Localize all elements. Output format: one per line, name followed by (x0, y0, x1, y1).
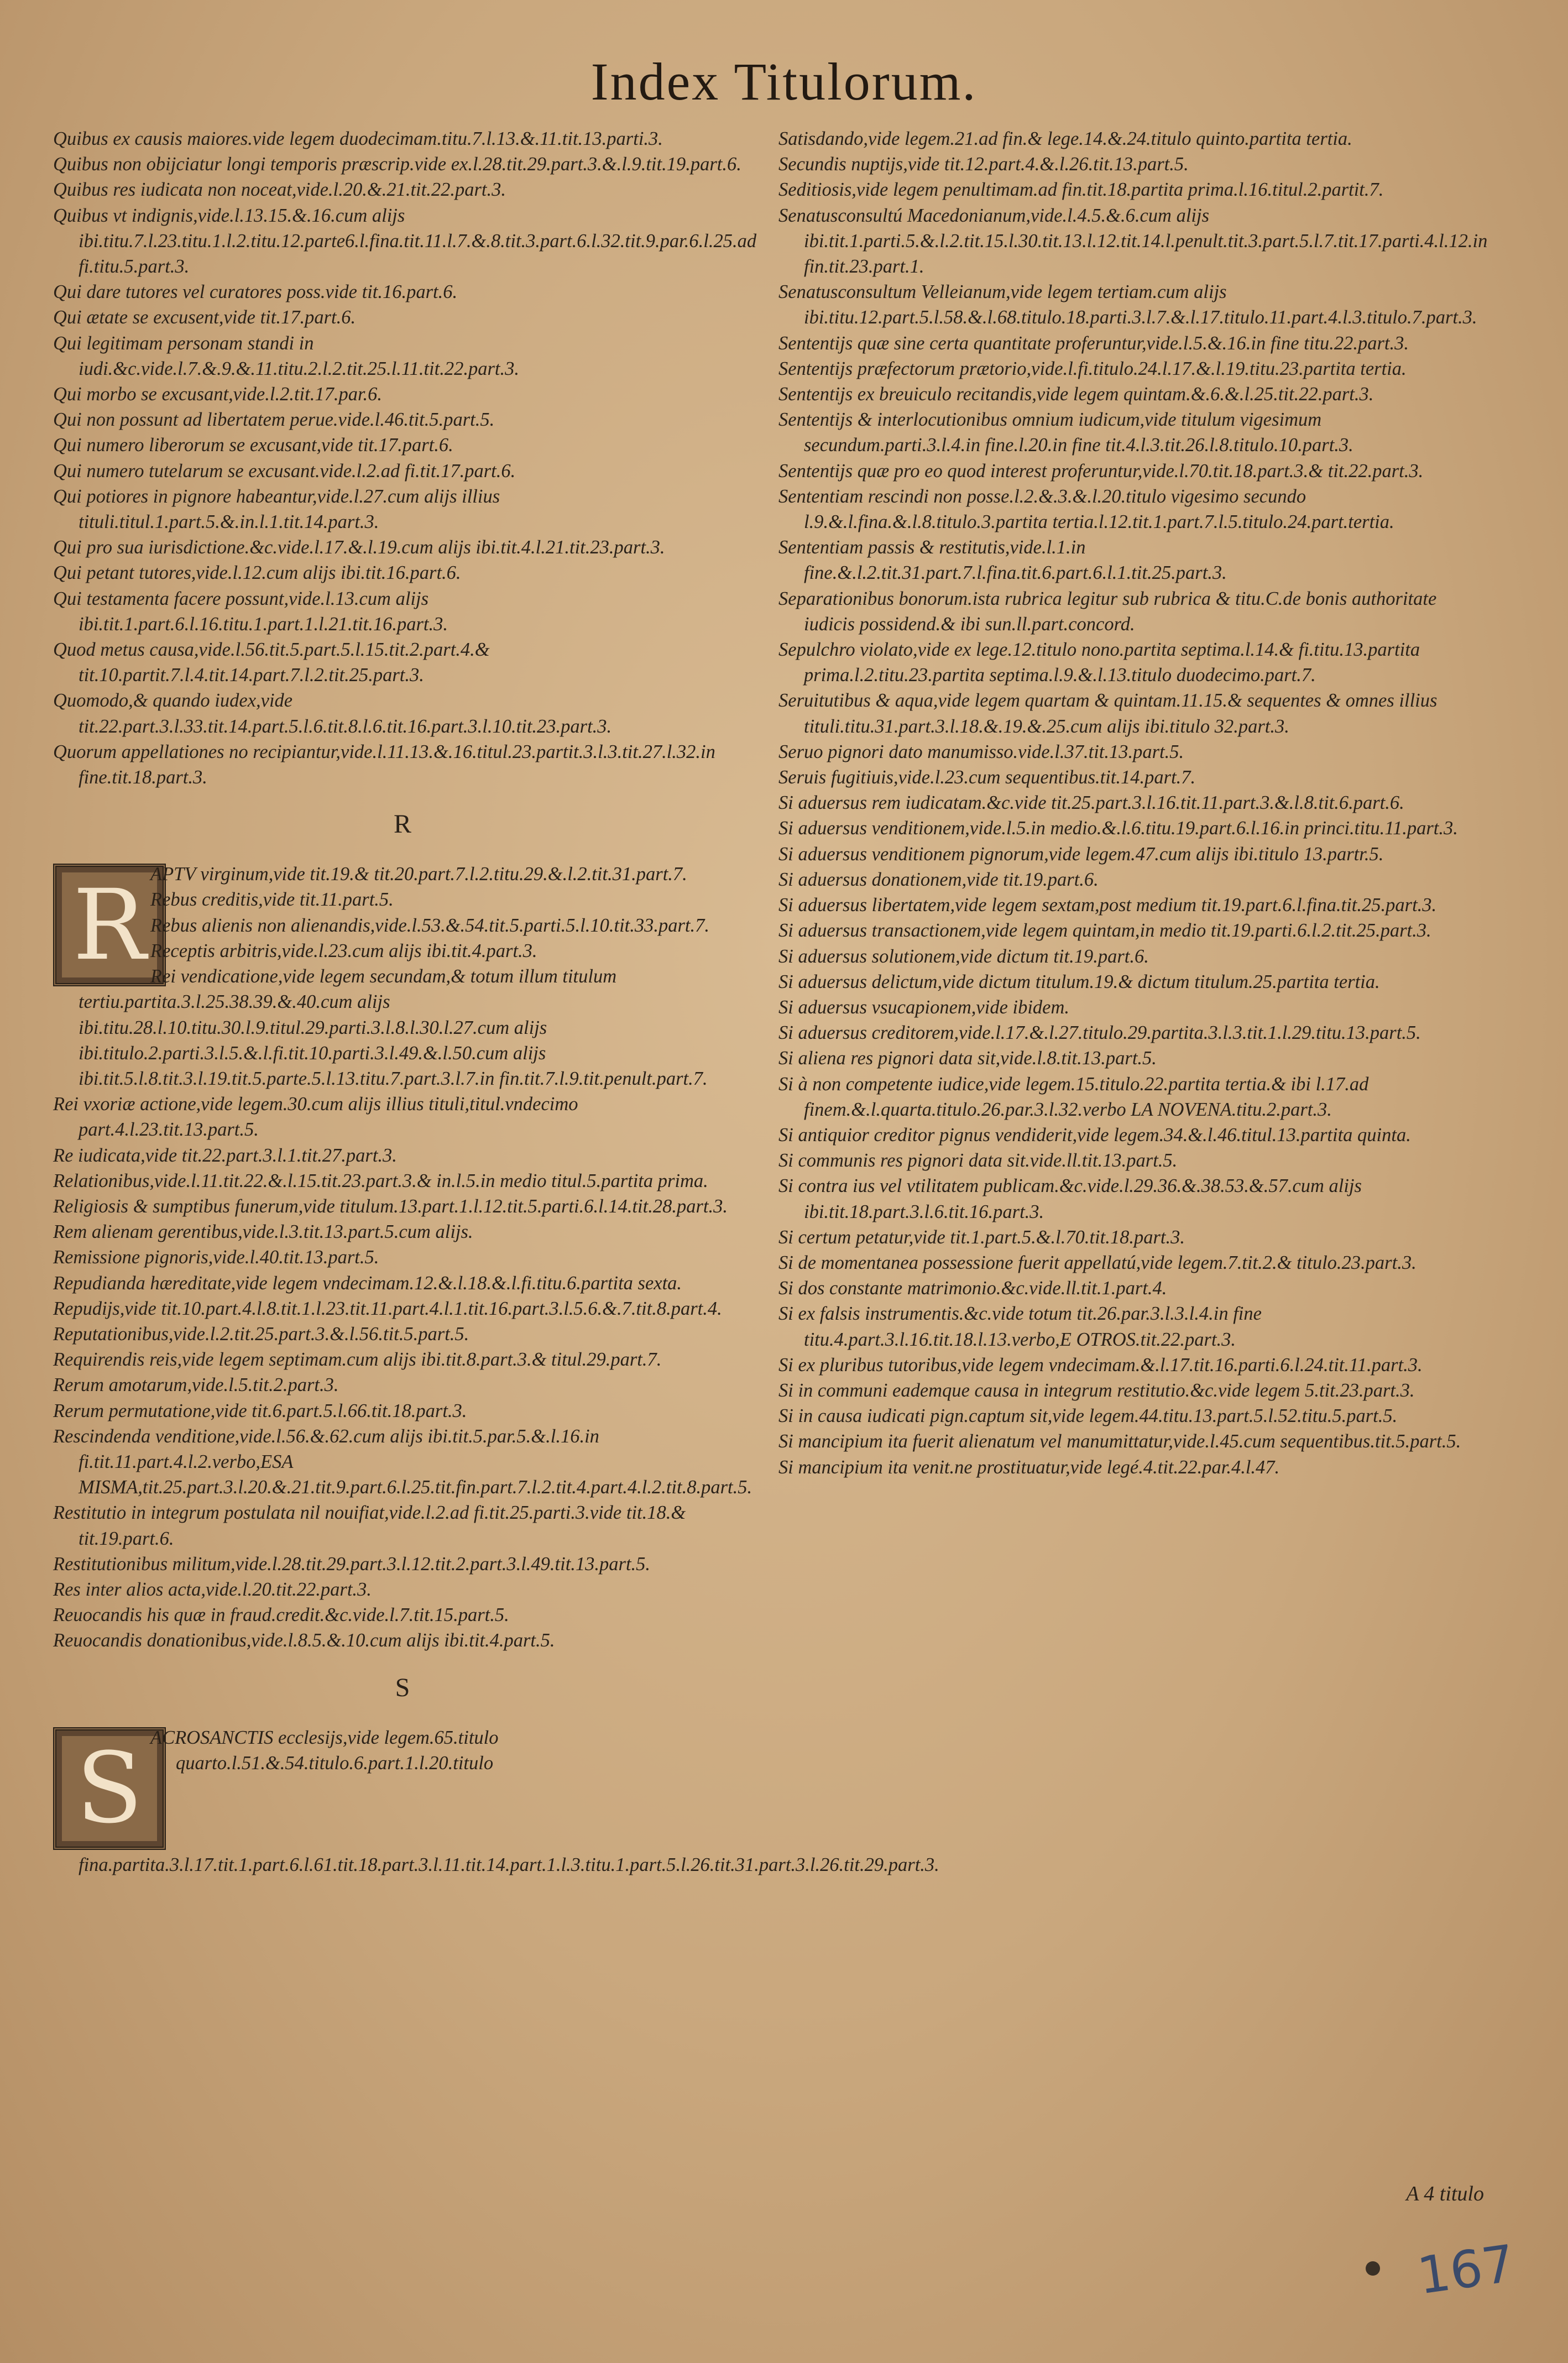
index-entry: Sententiam rescindi non posse.l.2.&.3.&.l.20.titulo vigesimo secundo l.9.&.l.fina.&.l.8.titulo.3.partita tertia.l.12.tit.1.part.7.l.5.titulo.24.part.tertia. (778, 485, 1394, 533)
right-column (778, 126, 1487, 1480)
index-entry: Si aduersus donationem,vide tit.19.part.6. (778, 869, 1099, 890)
index-entry: Seruitutibus & aqua,vide legem quartam & quintam.11.15.& sequentes & omnes illius tituli.titu.31.part.3.l.18.&.19.&.25.cum alijs ibi.titulo 32.part.3. (778, 690, 1438, 737)
index-entry: Si in causa iudicati pign.captum sit,vide legem.44.titu.13.part.5.l.52.titu.5.part.5. (778, 1405, 1398, 1427)
index-entry: Si aduersus venditionem pignorum,vide legem.47.cum alijs ibi.titulo 13.partr.5. (778, 843, 1384, 865)
section-s (53, 1725, 939, 1878)
index-entry: Qui dare tutores vel curatores poss.vide tit.16.part.6. (53, 281, 458, 303)
index-entry: Quomodo,& quando iudex,vide tit.22.part.3.l.33.tit.14.part.5.l.6.tit.8.l.6.tit.16.part.3.l.10.tit.23.part.3. (53, 690, 612, 737)
index-entry: Si aduersus libertatem,vide legem sextam,post medium tit.19.part.6.l.fina.tit.25.part.3. (778, 895, 1437, 916)
index-entry: Reuocandis his quæ in fraud.credit.&c.vide.l.7.tit.15.part.5. (53, 1604, 509, 1626)
index-entry: Seditiosis,vide legem penultimam.ad fin.tit.18.partita prima.l.16.titul.2.partit.7. (778, 179, 1384, 201)
section-heading-r: R (393, 809, 411, 839)
index-entry: Si in communi eademque causa in integrum restitutio.&c.vide legem 5.tit.23.part.3. (778, 1379, 1415, 1401)
index-entry: Reuocandis donationibus,vide.l.8.5.&.10.cum alijs ibi.tit.4.part.5. (53, 1630, 555, 1651)
index-entry: Quod metus causa,vide.l.56.tit.5.part.5.l.15.tit.2.part.4.& tit.10.partit.7.l.4.tit.14.part.7.l.2.tit.25.part.3. (53, 639, 490, 686)
index-entry: Rei vxoriæ actione,vide legem.30.cum alijs illius tituli,titul.vndecimo part.4.l.23.tit.13.part.5. (53, 1094, 578, 1141)
index-entry: Qui potiores in pignore habeantur,vide.l.27.cum alijs illius tituli.titul.1.part.5.&.in.l.1.tit.14.part.3. (53, 485, 500, 533)
index-entry: Quibus res iudicata non noceat,vide.l.20.&.21.tit.22.part.3. (53, 179, 506, 201)
dropcap-s: S (53, 1727, 166, 1850)
index-entry: Si à non competente iudice,vide legem.15.titulo.22.partita tertia.& ibi l.17.ad finem.&.l.quarta.titulo.26.par.3.l.32.verbo LA NOVENA.titu.2.part.3. (778, 1073, 1369, 1120)
index-entry: Si aduersus venditionem,vide.l.5.in medio.&.l.6.titu.19.part.6.l.16.in princi.titu.11.part.3. (778, 818, 1458, 839)
index-entry: Sepulchro violato,vide ex lege.12.titulo nono.partita septima.l.14.& fi.titu.13.partita prima.l.2.titu.23.partita septima.l.9.&.l.13.titulo duodecimo.part.7. (778, 639, 1420, 686)
index-entry: Seruo pignori dato manumisso.vide.l.37.tit.13.part.5. (778, 741, 1184, 762)
index-entry: Rerum permutatione,vide tit.6.part.5.l.66.tit.18.part.3. (53, 1400, 467, 1421)
dropcap-r: R (53, 864, 166, 986)
index-entry: Qui morbo se excusant,vide.l.2.tit.17.par.6. (53, 384, 383, 405)
index-entry: Senatusconsultú Macedonianum,vide.l.4.5.&.6.cum alijs ibi.tit.1.parti.5.&.l.2.tit.15.l.30.tit.13.l.12.tit.14.l.penult.tit.3.part.5.l.7.tit.17.parti.4.l.12.in fin.tit.23.part.1. (778, 205, 1488, 278)
index-entry: Satisdando,vide legem.21.ad fin.& lege.14.&.24.titulo quinto.partita tertia. (778, 128, 1352, 149)
index-entry: Si ex pluribus tutoribus,vide legem vndecimam.&.l.17.tit.16.parti.6.l.24.tit.11.part.3. (778, 1354, 1423, 1376)
index-entry: Requirendis reis,vide legem septimam.cum alijs ibi.tit.8.part.3.& titul.29.part.7. (53, 1349, 662, 1371)
index-entry: Repudijs,vide tit.10.part.4.l.8.tit.1.l.23.tit.11.part.4.l.1.tit.16.part.3.l.5.6.&.7.tit.8.part.4. (53, 1298, 722, 1319)
index-entry: Remissione pignoris,vide.l.40.tit.13.part.5. (53, 1247, 379, 1268)
index-entry: Re iudicata,vide tit.22.part.3.l.1.tit.27.part.3. (53, 1144, 397, 1166)
index-entry: Qui petant tutores,vide.l.12.cum alijs ibi.tit.16.part.6. (53, 562, 461, 584)
page-title: Index Titulorum. (590, 52, 978, 111)
index-entry: Qui numero tutelarum se excusant.vide.l.2.ad fi.tit.17.part.6. (53, 460, 516, 482)
index-entry: Si de momentanea possessione fuerit appellatú,vide legem.7.tit.2.& titulo.23.part.3. (778, 1252, 1417, 1273)
index-entry: Separationibus bonorum.ista rubrica legitur sub rubrica & titu.C.de bonis authoritate iudicis possidend.& ibi sun.ll.part.concord. (778, 588, 1437, 635)
entries-r (53, 861, 752, 1653)
entries-q (53, 126, 757, 790)
index-entry: Qui pro sua iurisdictione.&c.vide.l.17.&.l.19.cum alijs ibi.tit.4.l.21.tit.23.part.3. (53, 537, 665, 558)
index-entry: Rescindenda venditione,vide.l.56.&.62.cum alijs ibi.tit.5.par.5.&.l.16.in fi.tit.11.part.4.l.2.verbo,ESA MISMA,tit.25.part.3.l.20.&.21.tit.9.part.6.l.25.tit.fin.part.7.l.2.tit.4.part.4.l.2.tit.8.part.5. (53, 1425, 752, 1498)
index-entry: Sententijs & interlocutionibus omnium iudicum,vide titulum vigesimum secundum.parti.3.l.4.in fine.l.20.in fine tit.4.l.3.tit.26.l.8.titulo.10.part.3. (778, 409, 1353, 456)
index-entry: Receptis arbitris,vide.l.23.cum alijs ibi.tit.4.part.3. (150, 940, 537, 961)
index-entry: Si communis res pignori data sit.vide.ll.tit.13.part.5. (778, 1150, 1178, 1172)
index-entry: Si mancipium ita fuerit alienatum vel manumittatur,vide.l.45.cum sequentibus.tit.5.part.5. (778, 1431, 1461, 1452)
index-entry: Repudianda hæreditate,vide legem vndecimam.12.&.l.18.&.l.fi.titu.6.partita sexta. (53, 1272, 682, 1294)
index-entry: Quorum appellationes no recipiantur,vide.l.11.13.&.16.titul.23.partit.3.l.3.tit.27.l.32.in fine.tit.18.part.3. (53, 741, 715, 788)
index-entry: Restitutio in integrum postulata nil nouifiat,vide.l.2.ad fi.tit.25.parti.3.vide tit.18.& tit.19.part.6. (53, 1502, 686, 1549)
folio-number: 167 (1414, 2234, 1519, 2306)
index-entry: Si aduersus rem iudicatam.&c.vide tit.25.part.3.l.16.tit.11.part.3.&.l.8.tit.6.part.6. (778, 792, 1404, 814)
index-entry: Si aliena res pignori data sit,vide.l.8.tit.13.part.5. (778, 1048, 1157, 1069)
index-entry: Quibus non obijciatur longi temporis præscrip.vide ex.l.28.tit.29.part.3.&.l.9.tit.19.part.6. (53, 154, 741, 175)
index-entry: Senatusconsultum Velleianum,vide legem tertiam.cum alijs ibi.titu.12.part.5.l.58.&.l.68.titulo.18.parti.3.l.7.&.l.17.titulo.11.part.4.l.3.titulo.7.part.3. (778, 281, 1477, 328)
index-entry: Seruis fugitiuis,vide.l.23.cum sequentibus.tit.14.part.7. (778, 767, 1196, 788)
index-entry: Relationibus,vide.l.11.tit.22.&.l.15.tit.23.part.3.& in.l.5.in medio titul.5.partita prima. (53, 1170, 708, 1191)
index-entry: Si contra ius vel vtilitatem publicam.&c.vide.l.29.36.&.38.53.&.57.cum alijs ibi.tit.18.part.3.l.6.tit.16.part.3. (778, 1175, 1362, 1222)
index-entry: Res inter alios acta,vide.l.20.tit.22.part.3. (53, 1578, 372, 1600)
index-entry: Si certum petatur,vide tit.1.part.5.&.l.70.tit.18.part.3. (778, 1226, 1185, 1248)
index-entry: Rei vendicatione,vide legem secundam,& totum illum titulum tertiu.partita.3.l.25.38.39.&.40.cum alijs ibi.titu.28.l.10.titu.30.l.9.titul.29.parti.3.l.8.l.30.l.27.cum alijs ibi.titulo.2.parti.3.l.5.&.l.fi.tit.10.parti.3.l.49.&.l.50.cum alijs ibi.tit.5.l.8.tit.3.l.19.tit.5.parte.5.l.13.titu.7.part.3.l.7.in fin.tit.7.l.9.tit.penult.part.7. (79, 966, 708, 1089)
index-entry: Si aduersus vsucapionem,vide ibidem. (778, 996, 1070, 1018)
index-entry: Si dos constante matrimonio.&c.vide.ll.tit.1.part.4. (778, 1278, 1167, 1299)
index-entry: Sententijs præfectorum prætorio,vide.l.fi.titulo.24.l.17.&.l.19.titu.23.partita tertia. (778, 358, 1407, 379)
index-entry: Quibus vt indignis,vide.l.13.15.&.16.cum alijs ibi.titu.7.l.23.titu.1.l.2.titu.12.parte6.l.fina.tit.11.l.7.&.8.tit.3.part.6.l.32.tit.9.par.6.l.25.ad fi.titu.5.part.3. (53, 205, 757, 278)
index-entry: Secundis nuptijs,vide tit.12.part.4.&.l.26.tit.13.part.5. (778, 154, 1189, 175)
index-entry: Sententijs quæ sine certa quantitate proferuntur,vide.l.5.&.16.in fine titu.22.part.3. (778, 332, 1409, 354)
index-entry: Sententijs quæ pro eo quod interest proferuntur,vide.l.70.tit.18.part.3.& tit.22.part.3. (778, 460, 1424, 482)
index-entry: Rem alienam gerentibus,vide.l.3.tit.13.part.5.cum alijs. (53, 1221, 473, 1243)
index-entry: Si aduersus delictum,vide dictum titulum.19.& dictum titulum.25.partita tertia. (778, 971, 1380, 992)
index-entry: Si mancipium ita venit.ne prostituatur,vide legé.4.tit.22.par.4.l.47. (778, 1456, 1280, 1478)
entries-right (778, 126, 1487, 1480)
index-entry: APTV virginum,vide tit.19.& tit.20.part.7.l.2.titu.29.&.l.2.tit.31.part.7. (150, 864, 687, 885)
index-entry: Qui numero liberorum se excusant,vide tit.17.part.6. (53, 435, 453, 456)
index-entry: Si aduersus solutionem,vide dictum tit.19.part.6. (778, 945, 1149, 967)
ink-dot (1366, 2261, 1380, 2276)
index-entry: Si ex falsis instrumentis.&c.vide totum tit.26.par.3.l.3.l.4.in fine titu.4.part.3.l.16.tit.18.l.13.verbo,E OTROS.tit.22.part.3. (778, 1303, 1262, 1350)
index-entry: Qui legitimam personam standi in iudi.&c.vide.l.7.&.9.&.11.titu.2.l.2.tit.25.l.11.tit.22.part.3. (53, 332, 519, 379)
index-entry: Rebus alienis non alienandis,vide.l.53.&.54.tit.5.parti.5.l.10.tit.33.part.7. (150, 914, 710, 936)
section-r (53, 861, 752, 1653)
index-entry: Reputationibus,vide.l.2.tit.25.part.3.&.l.56.tit.5.part.5. (53, 1323, 469, 1345)
index-entry: Rebus creditis,vide tit.11.part.5. (150, 889, 394, 911)
index-entry: Restitutionibus militum,vide.l.28.tit.29.part.3.l.12.tit.2.part.3.l.49.tit.13.part.5. (53, 1553, 651, 1575)
index-entry: Sententijs ex breuiculo recitandis,vide legem quintam.&.6.&.l.25.tit.22.part.3. (778, 384, 1374, 405)
index-entry: Si aduersus transactionem,vide legem quintam,in medio tit.19.parti.6.l.2.tit.25.part.3. (778, 920, 1431, 942)
index-entry: Qui testamenta facere possunt,vide.l.13.cum alijs ibi.tit.1.part.6.l.16.titu.1.part.1.l.21.tit.16.part.3. (53, 588, 448, 635)
index-entry: Rerum amotarum,vide.l.5.tit.2.part.3. (53, 1374, 339, 1396)
catchword: A 4 titulo (1406, 2182, 1484, 2205)
index-entry: Si antiquior creditor pignus vendiderit,vide legem.34.&.l.46.titul.13.partita quinta. (778, 1124, 1411, 1146)
index-entry: Quibus ex causis maiores.vide legem duodecimam.titu.7.l.13.&.11.tit.13.parti.3. (53, 128, 663, 149)
index-entry: Qui non possunt ad libertatem perue.vide.l.46.tit.5.part.5. (53, 409, 495, 431)
index-entry: Si aduersus creditorem,vide.l.17.&.l.27.titulo.29.partita.3.l.3.tit.1.l.29.titu.13.part.5. (778, 1022, 1421, 1044)
index-entry: Qui ætate se excusent,vide tit.17.part.6. (53, 307, 356, 328)
section-heading-s: S (395, 1672, 410, 1702)
index-entry: Sententiam passis & restitutis,vide.l.1.in fine.&.l.2.tit.31.part.7.l.fina.tit.6.part.6.l.1.tit.25.part.3. (778, 537, 1227, 584)
index-entry: ACROSANCTIS ecclesijs,vide legem.65.titulo quarto.l.51.&.54.titulo.6.part.1.l.20.titulo fina.partita.3.l.17.tit.1.part.6.l.61.tit.18.part.3.l.11.tit.14.part.1.l.3.titu.1.part.5.l.26.tit.31.part.3.l.26.tit.29.part.3. (79, 1727, 939, 1875)
index-entry: Religiosis & sumptibus funerum,vide titulum.13.part.1.l.12.tit.5.parti.6.l.14.tit.28.part.3. (53, 1195, 728, 1217)
